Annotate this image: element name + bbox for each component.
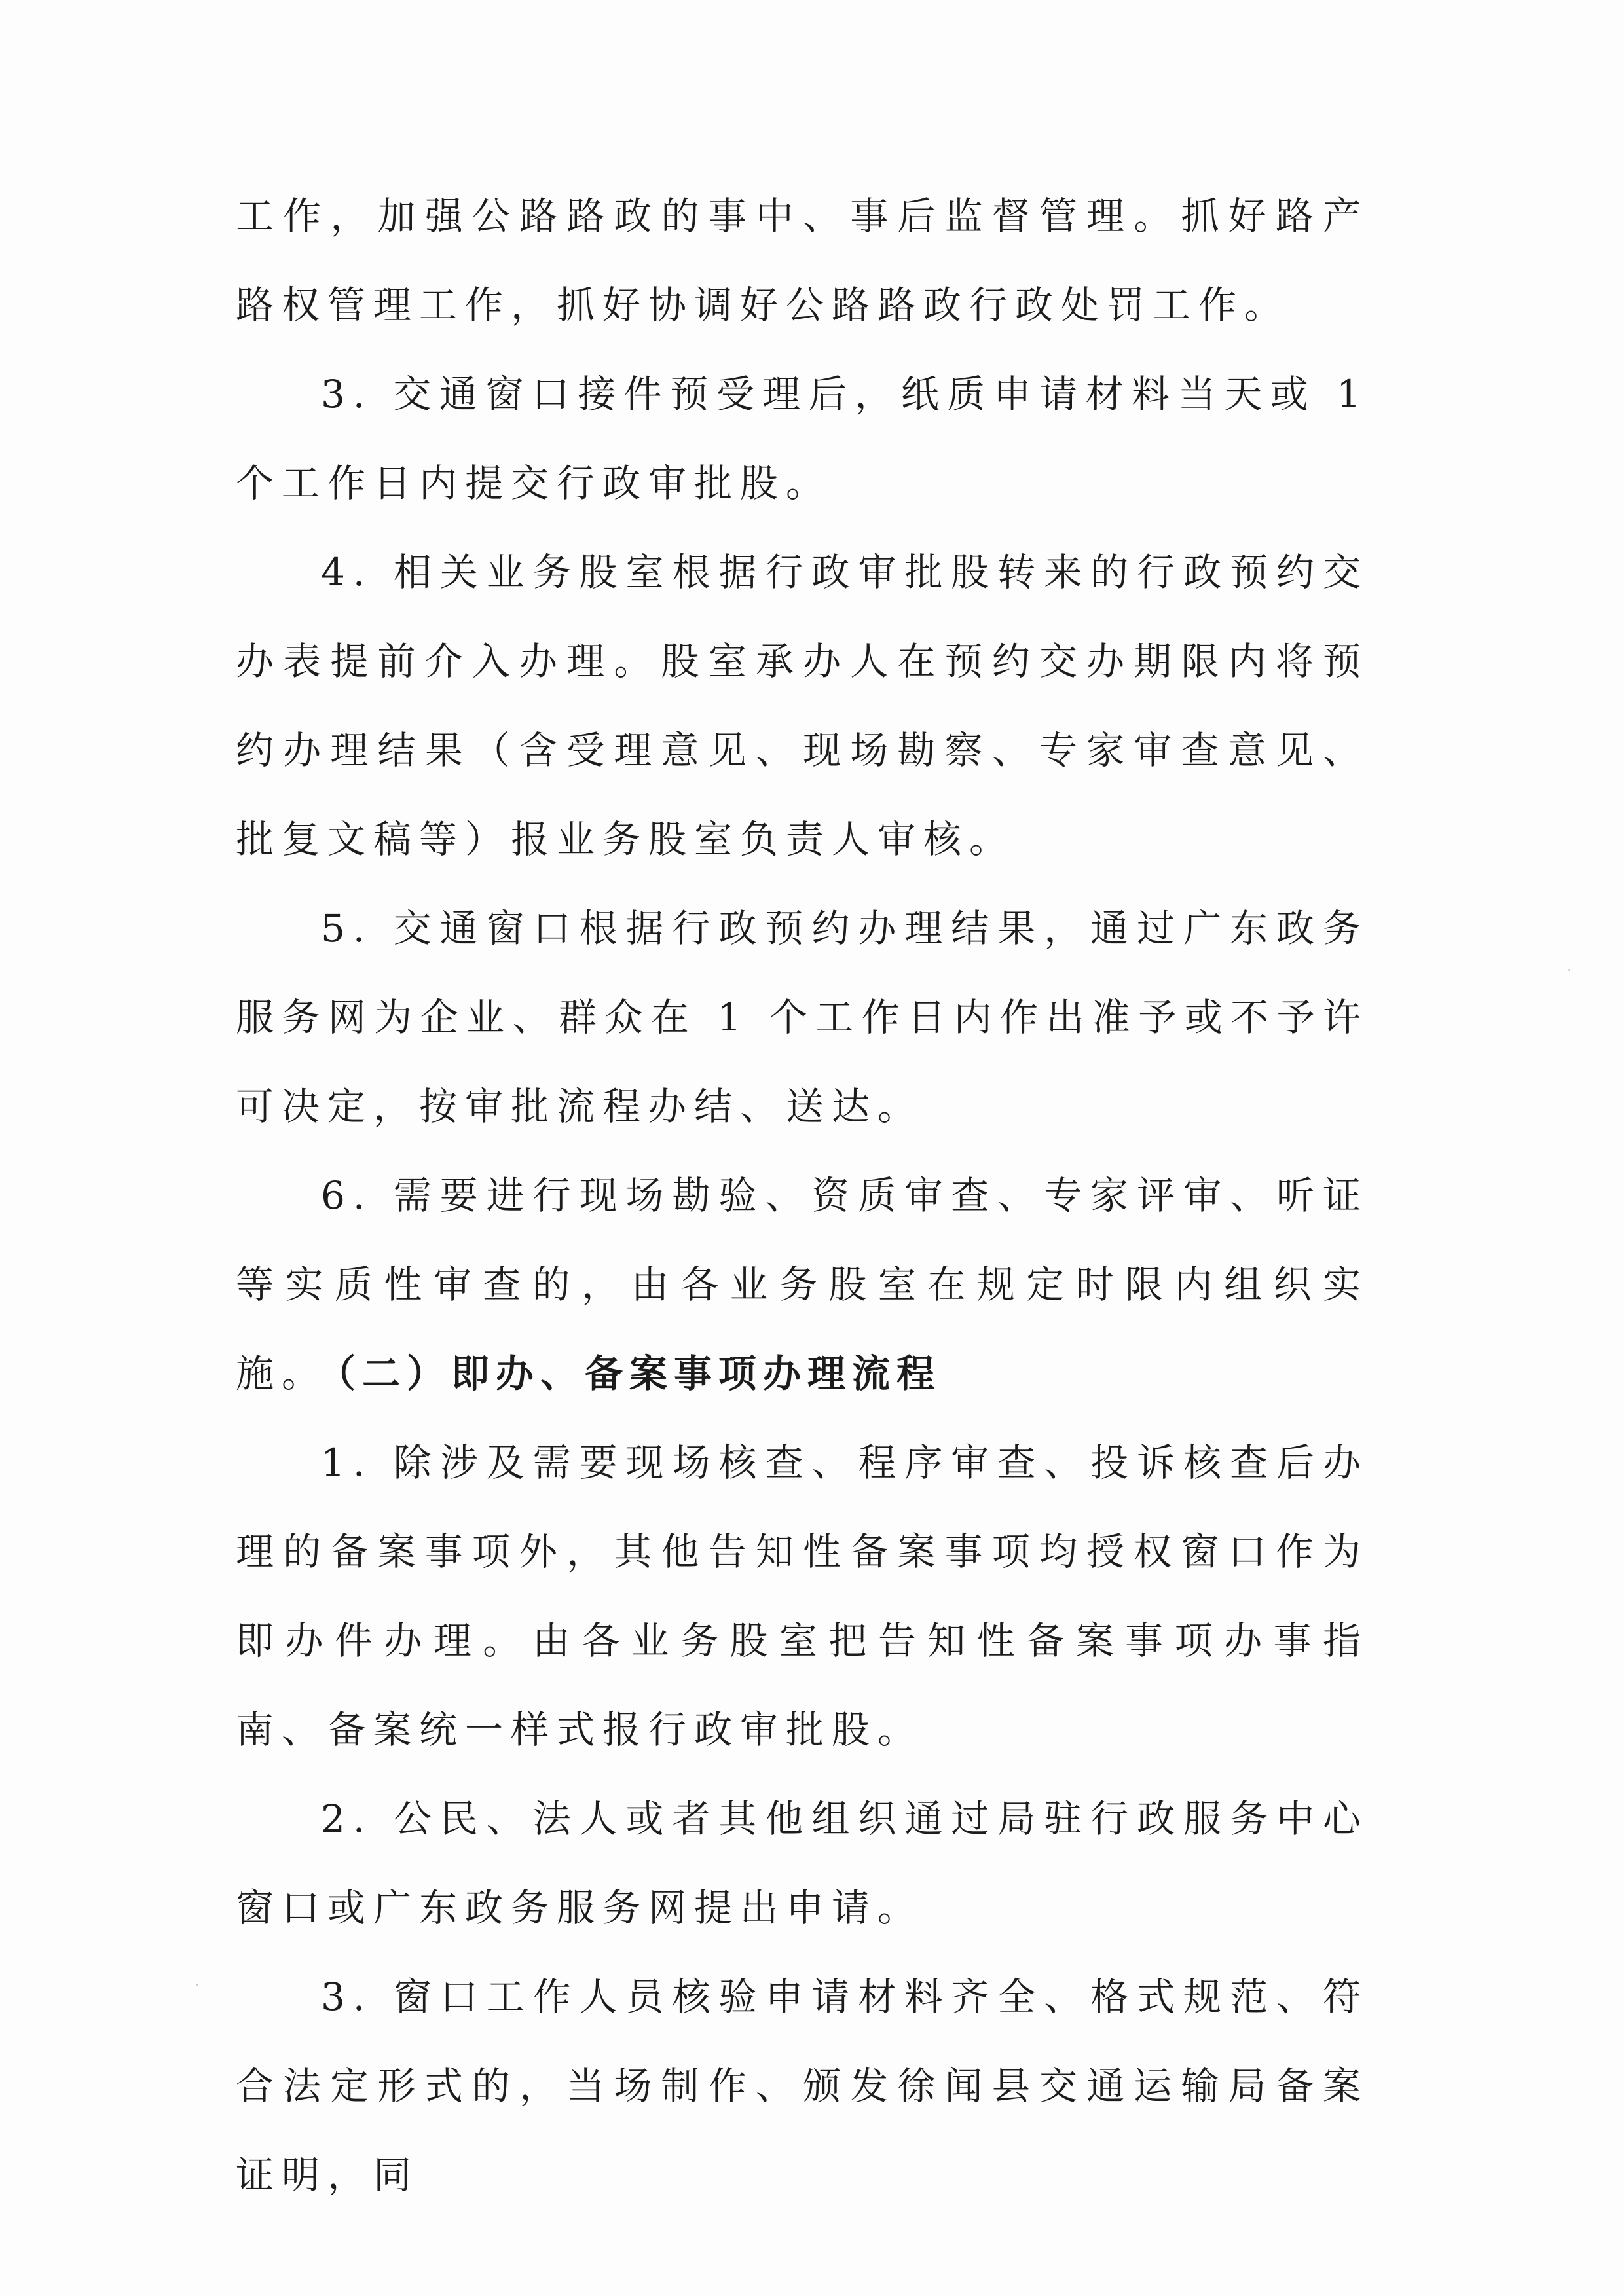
paragraph-item-4: 4. 相关业务股室根据行政审批股转来的行政预约交办表提前介入办理。股室承办人在预约交办期限内将预约办理结果（含受理意见、现场勘察、专家审查意见、批复文稿等）报业务股室负责人审核。	[236, 550, 1369, 862]
section-heading: （二）即办、备案事项办理流程	[318, 1351, 942, 1396]
paragraph-section-item-2: 2. 公民、法人或者其他组织通过局驻行政服务中心窗口或广东政务服务网提出申请。	[236, 1796, 1369, 1930]
paragraph-item-5: 5. 交通窗口根据行政预约办理结果，通过广东政务服务网为企业、群众在 1 个工作日内作出准予或不予许可决定，按审批流程办结、送达。	[236, 906, 1369, 1129]
scan-speck	[1568, 969, 1570, 971]
paragraph-item-6: 6. 需要进行现场勘验、资质审查、专家评审、听证等实质性审查的，由各业务股室在规定时限内组织实施。	[236, 1173, 1369, 1396]
paragraph-item-3: 3. 交通窗口接件预受理后，纸质申请材料当天或 1 个工作日内提交行政审批股。	[236, 372, 1369, 505]
paragraph-continuation: 工作，加强公路路政的事中、事后监督管理。抓好路产路权管理工作，抓好协调好公路路政行政处罚工作。	[236, 194, 1369, 327]
scan-speck	[196, 1984, 198, 1986]
paragraph-section-item-3: 3. 窗口工作人员核验申请材料齐全、格式规范、符合法定形式的，当场制作、颁发徐闻县交通运输局备案证明，同	[236, 1975, 1369, 2197]
paragraph-section-item-1: 1. 除涉及需要现场核查、程序审查、投诉核查后办理的备案事项外，其他告知性备案事项均授权窗口作为即办件办理。由各业务股室把告知性备案事项办事指南、备案统一样式报行政审批股。	[236, 1440, 1369, 1752]
